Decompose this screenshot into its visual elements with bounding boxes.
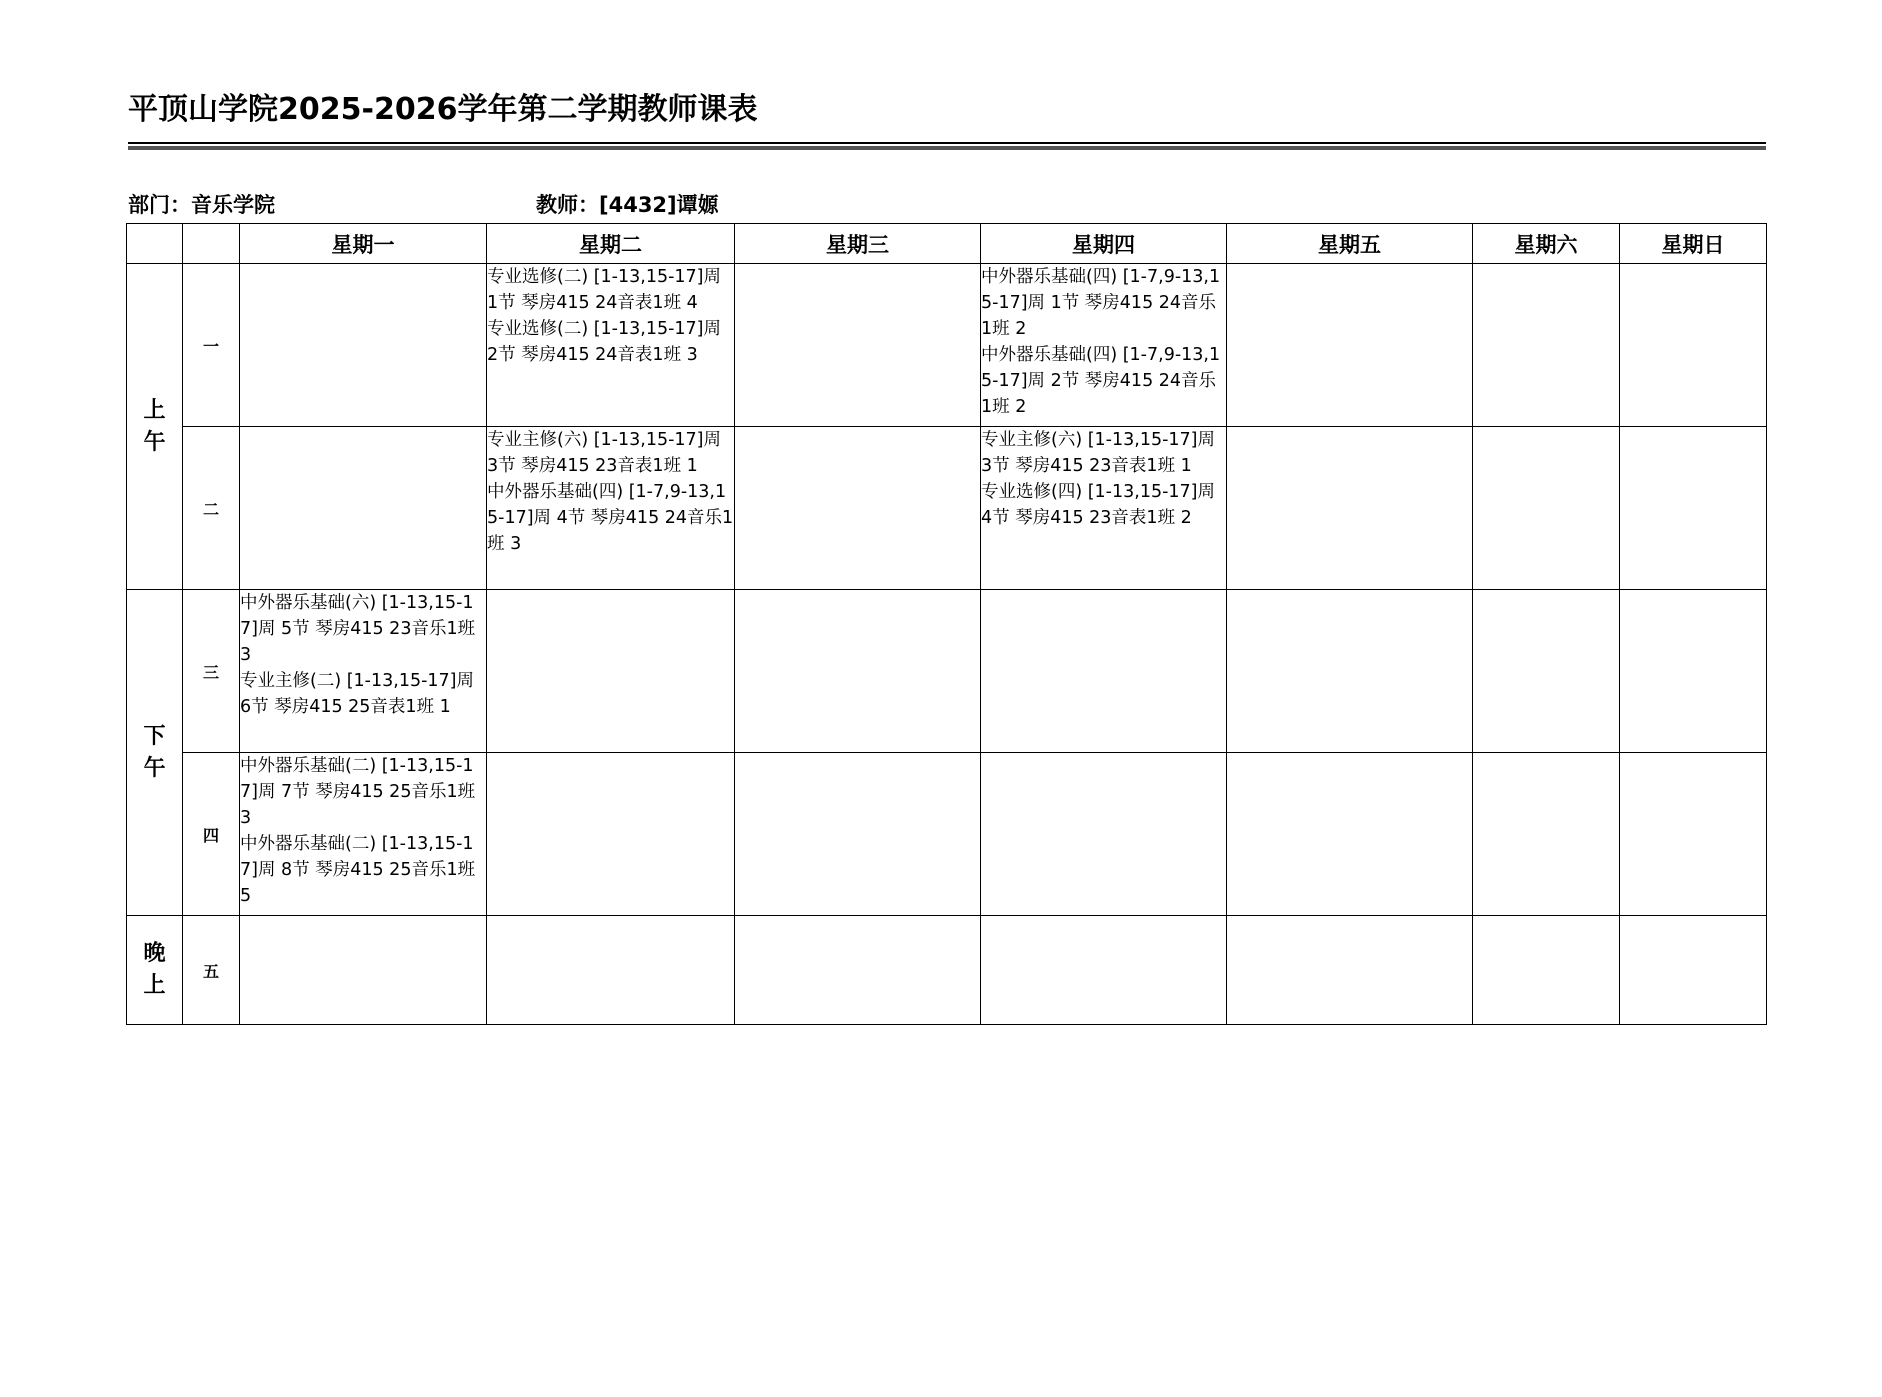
schedule-cell-p1-sun [1620, 264, 1767, 427]
period-number: 四 [183, 753, 240, 916]
period-row-2 [127, 427, 1767, 590]
schedule-cell-p3-sat [1473, 590, 1620, 753]
corner-cell [127, 224, 183, 264]
schedule-cell-p2-wed [735, 427, 981, 590]
group-evening [127, 916, 183, 1025]
schedule-cell-p4-mon [240, 753, 487, 916]
schedule-cell-p3-sun [1620, 590, 1767, 753]
course-entry: 专业主修(六) [1-13,15-17]周 3节 琴房415 23音表1班 1 [981, 430, 1216, 476]
course-entry: 中外器乐基础(六) [1-13,15-17]周 5节 琴房415 23音乐1班 3 [240, 593, 476, 665]
schedule-cell-p3-tue [487, 590, 735, 753]
schedule-cell-p2-tue [487, 427, 735, 590]
schedule-cell-p1-thu [981, 264, 1227, 427]
period-number: 三 [183, 590, 240, 753]
day-header-tue: 星期二 [487, 224, 735, 264]
title-rule-thick [128, 146, 1766, 150]
day-header-wed: 星期三 [735, 224, 981, 264]
course-entry: 中外器乐基础(二) [1-13,15-17]周 7节 琴房415 25音乐1班 3 [240, 756, 476, 828]
schedule-cell-p2-thu [981, 427, 1227, 590]
schedule-cell-p4-thu [981, 753, 1227, 916]
department-label: 部门：音乐学院 [128, 193, 275, 217]
page-title: 平顶山学院2025-2026学年第二学期教师课表 [128, 92, 758, 127]
schedule-cell-p5-fri [1227, 916, 1473, 1025]
header-row [127, 224, 1767, 264]
course-entry: 专业主修(六) [1-13,15-17]周 3节 琴房415 23音表1班 1 [487, 430, 722, 476]
schedule-cell-p3-wed [735, 590, 981, 753]
schedule-cell-p4-sun [1620, 753, 1767, 916]
schedule-cell-p1-tue [487, 264, 735, 427]
group-morning [127, 264, 183, 590]
day-header-thu: 星期四 [981, 224, 1227, 264]
group-afternoon-label: 下 午 [143, 723, 166, 781]
schedule-cell-p3-fri [1227, 590, 1473, 753]
course-entry: 专业选修(二) [1-13,15-17]周 1节 琴房415 24音表1班 4 [487, 267, 722, 313]
period-number: 一 [183, 264, 240, 427]
schedule-cell-p3-thu [981, 590, 1227, 753]
course-entry: 专业选修(四) [1-13,15-17]周 4节 琴房415 23音表1班 2 [981, 482, 1216, 528]
period-number: 二 [183, 427, 240, 590]
schedule-cell-p2-sat [1473, 427, 1620, 590]
period-row-5 [127, 916, 1767, 1025]
schedule-cell-p4-sat [1473, 753, 1620, 916]
schedule-cell-p5-tue [487, 916, 735, 1025]
period-row-3 [127, 590, 1767, 753]
schedule-cell-p5-thu [981, 916, 1227, 1025]
day-header-sat: 星期六 [1473, 224, 1620, 264]
group-evening-label: 晚 上 [143, 941, 166, 998]
course-entry: 专业主修(二) [1-13,15-17]周 6节 琴房415 25音表1班 1 [240, 671, 475, 717]
schedule-cell-p1-fri [1227, 264, 1473, 427]
schedule-cell-p5-mon [240, 916, 487, 1025]
schedule-cell-p5-wed [735, 916, 981, 1025]
day-header-sun: 星期日 [1620, 224, 1767, 264]
course-entry: 中外器乐基础(四) [1-7,9-13,15-17]周 4节 琴房415 24音乐1班 3 [487, 482, 734, 554]
schedule-cell-p5-sat [1473, 916, 1620, 1025]
course-entry: 专业选修(二) [1-13,15-17]周 2节 琴房415 24音表1班 3 [487, 319, 722, 365]
course-entry: 中外器乐基础(二) [1-13,15-17]周 8节 琴房415 25音乐1班 5 [240, 834, 476, 906]
period-row-4 [127, 753, 1767, 916]
day-header-mon: 星期一 [240, 224, 487, 264]
schedule-cell-p4-fri [1227, 753, 1473, 916]
schedule-table [126, 223, 1767, 1025]
course-entry: 中外器乐基础(四) [1-7,9-13,15-17]周 2节 琴房415 24音乐1班 2 [981, 345, 1221, 417]
schedule-cell-p2-fri [1227, 427, 1473, 590]
group-afternoon [127, 590, 183, 916]
schedule-cell-p1-sat [1473, 264, 1620, 427]
schedule-cell-p4-wed [735, 753, 981, 916]
schedule-cell-p3-mon [240, 590, 487, 753]
schedule-cell-p1-wed [735, 264, 981, 427]
group-morning-label: 上 午 [143, 397, 166, 455]
teacher-label: 教师：[4432]谭嫄 [536, 193, 719, 217]
course-entry: 中外器乐基础(四) [1-7,9-13,15-17]周 1节 琴房415 24音乐1班 2 [981, 267, 1221, 339]
schedule-cell-p5-sun [1620, 916, 1767, 1025]
schedule-cell-p1-mon [240, 264, 487, 427]
corner-cell [183, 224, 240, 264]
schedule-cell-p4-tue [487, 753, 735, 916]
title-rule-thin [128, 142, 1766, 144]
schedule-cell-p2-sun [1620, 427, 1767, 590]
period-number: 五 [183, 916, 240, 1025]
period-row-1 [127, 264, 1767, 427]
day-header-fri: 星期五 [1227, 224, 1473, 264]
schedule-cell-p2-mon [240, 427, 487, 590]
